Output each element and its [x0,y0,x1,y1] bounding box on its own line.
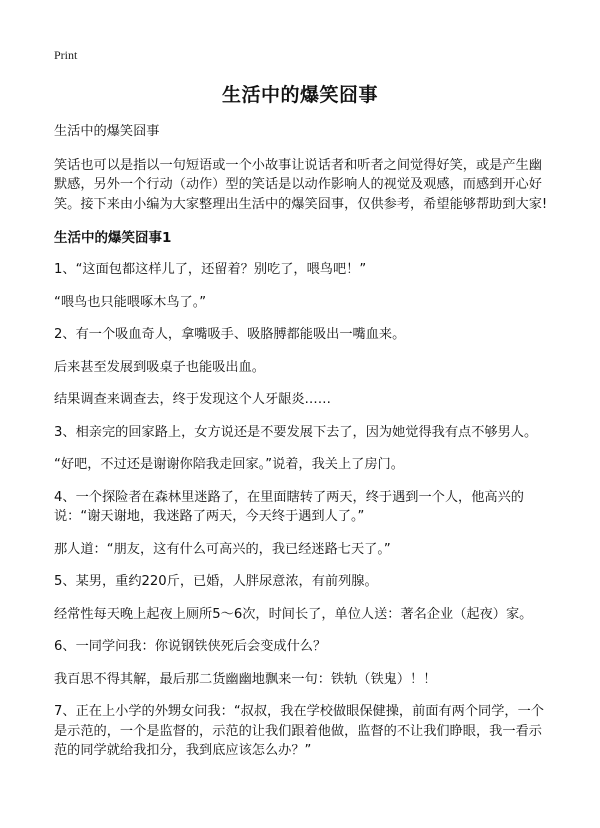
joke-paragraph: 5、某男，重约220斤，已婚，人胖尿意浓，有前列腺。 [54,574,378,589]
joke-paragraph: 后来甚至发展到吸桌子也能吸出血。 [54,359,265,375]
joke-paragraph: 7、正在上小学的外甥女问我：“叔叔，我在学校做眼保健操，前面有两个同学，一个是示范的，一个是监督的，示范的让我们跟着他做，监督的不让我们睁眼，我一看示范的同学就给我扣分，我到底应该怎么办？” [54,704,544,758]
joke-paragraph: “喂鸟也只能喂啄木鸟了。” [54,294,207,310]
joke-paragraph: “好吧，不过还是谢谢你陪我走回家。”说着，我关上了房门。 [54,457,404,472]
joke-paragraph: 经常性每天晚上起夜上厕所5～6次，时间长了，单位人送：著名企业（起夜）家。 [54,606,533,622]
joke-paragraph: 6、一同学问我：你说钢铁侠死后会变成什么？ [54,639,327,654]
document-subtitle: 生活中的爆笑囧事 [54,124,160,139]
print-label: Print [54,48,78,62]
joke-paragraph: 那人道：“朋友，这有什么可高兴的，我已经迷路七天了。” [54,541,391,557]
joke-paragraph: 1、“这面包都这样儿了，还留着？别吃了，喂鸟吧！” [54,262,367,277]
joke-paragraph: 我百思不得其解，最后那二货幽幽地飘来一句：铁轨（铁鬼）！！ [54,671,437,687]
intro-paragraph: 笑话也可以是指以一句短语或一个小故事让说话者和听者之间觉得好笑，或是产生幽默感，另外一个行动（动作）型的笑话是以动作影响人的视觉及观感，而感到开心好笑。接下来由小编为大家整理出生活中的爆笑囧事，仅供参考，希望能够帮助到大家! [54,157,548,212]
document-title: 生活中的爆笑囧事 [221,84,378,106]
joke-paragraph: 结果调查来调查去，终于发现这个人牙龈炎…… [54,392,331,407]
joke-paragraph: 3、相亲完的回家路上，女方说还是不要发展下去了，因为她觉得我有点不够男人。 [54,424,538,440]
joke-paragraph: 4、一个探险者在森林里迷路了，在里面瞎转了两天，终于遇到一个人，他高兴的说：“谢天谢地，我迷路了两天，今天终于遇到人了。” [54,489,524,524]
joke-paragraph: 2、有一个吸血奇人，拿嘴吸手、吸胳膊都能吸出一嘴血来。 [54,327,406,342]
section-heading: 生活中的爆笑囧事1 [54,230,172,246]
document-body [54,122,550,773]
